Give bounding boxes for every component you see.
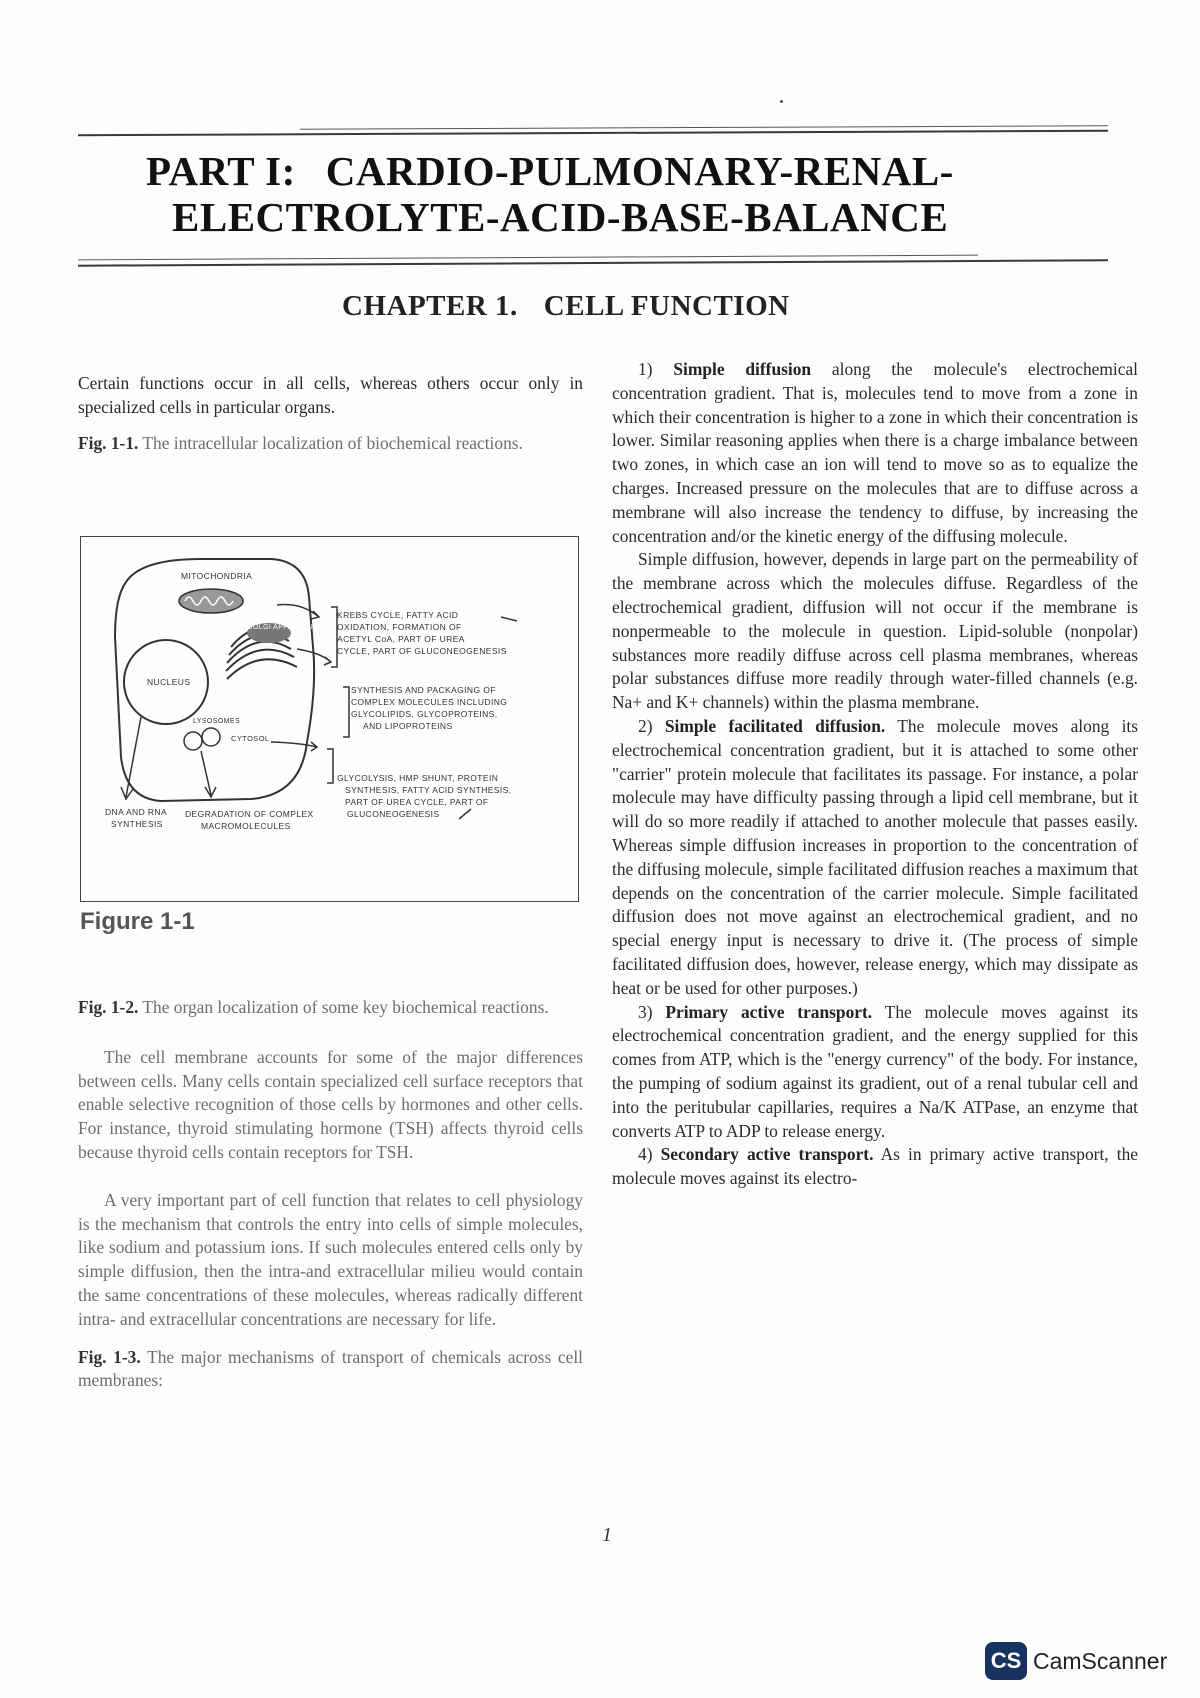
primary-active-transport-paragraph [612,1001,1138,1144]
chapter-name: CELL FUNCTION [543,290,790,322]
degradation-label-2: MACROMOLECULES [201,821,291,831]
simple-diffusion-term: Simple diffusion [652,359,812,379]
camscanner-watermark [985,1642,1167,1680]
part-title-line1: CARDIO-PULMONARY-RENAL- [325,148,954,194]
simple-diffusion-text: along the molecule's electrochemical concentration gradient. That is, molecules tend to move from a zone in which their concentration is higher to a zone in which their concentration is lower. Similar reasoning applies when there is a charge imbalance between two zones, in which case an ion will tend to move so as to equalize the charges. Increased pressure on the molecules that are to diffuse across a membrane will also increase the tendency to diffuse, by increasing the concentration and/or the kinetic energy of the diffusing molecule. [612,359,1138,546]
fig-1-2-label: Fig. 1-2. [78,997,139,1017]
transport-intro-paragraph: A very important part of cell function that relates to cell physiology is the mechanism that controls the entry into cells of simple molecules, like sodium and potassium ions. If such molecules entered cells only by simple diffusion, then the intra-and extracellular milieu would contain the same concentrations of these molecules, whereas radically different intra- and extracellular concentrations are necessary for life. [78,1189,583,1329]
golgi-label: GOLGI APPARATUS [247,624,319,631]
fig-1-1-caption [78,432,583,456]
cytosol-label: CYTOSOL [231,734,270,743]
facilitated-diffusion-paragraph [612,715,1138,1001]
fig-1-3-caption [78,1346,583,1394]
lysosome-1 [184,732,202,750]
title-rule [78,259,1108,266]
item-4-number: 4) [638,1144,653,1165]
figure-1-1-label: Figure 1-1 [80,908,195,935]
intro-paragraph: Certain functions occur in all cells, whereas others occur only in specialized cells in particular organs. [78,373,583,417]
facilitated-diffusion-term: Simple facilitated diffusion. [652,715,886,736]
top-rule [78,130,1108,136]
glycolysis-label-3: PART OF UREA CYCLE, PART OF [345,797,489,807]
fig-1-2-caption [78,996,583,1020]
krebs-label-3: ACETYL CoA, PART OF UREA [337,634,465,644]
dna-label-2: SYNTHESIS [111,819,163,829]
left-column-top [78,372,583,455]
degradation-label-1: DEGRADATION OF COMPLEX [185,809,314,819]
chapter-title [342,290,942,323]
part-title [130,148,1050,240]
item-2-number: 2) [638,715,653,736]
part-number: PART I: [146,148,296,194]
dna-label-1: DNA AND RNA [105,807,168,817]
top-rule-thin [300,125,1108,130]
scan-speck [780,100,783,103]
cell-membrane-paragraph: The cell membrane accounts for some of the major differences between cells. Many cells contain specialized cell surface receptors that enable selective recognition of those cells by hormones and other cells. For instance, thyroid stimulating hormone (TSH) affects thyroid cells because thyroid cells contain receptors for TSH. [78,1046,583,1162]
facilitated-diffusion-text: The molecule moves along its electrochemical concentration gradient, but it is attached to some other "carrier" protein molecule that facilitates its passage. For instance, a polar molecule may have difficulty passing through a lipid cell membrane, but it will do so more readily if attached to another molecule that passes easily. Whereas simple diffusion increases in proportion to the concentration of the diffusing molecule, simple facilitated diffusion reaches a maximum that depends on the concentration of the carrier molecule. Simple facilitated diffusion does not move against an electrochemical gradient, and no special energy input is necessary to drive it. (The process of simple facilitated diffusion does, however, release energy, which may dissipate as heat or be used for other purposes.) [612,715,1138,998]
secondary-active-transport-text: As in primary active transport, the molecule moves against its electro- [612,1144,1138,1189]
krebs-label-2: OXIDATION, FORMATION OF [337,622,462,632]
synthesis-label-4: AND LIPOPROTEINS [363,721,453,731]
title-rule-thin [78,255,978,261]
glycolysis-label-1: GLYCOLYSIS, HMP SHUNT, PROTEIN [337,773,499,783]
fig-1-1-label: Fig. 1-1. [78,432,139,453]
nucleus-label: NUCLEUS [147,677,191,687]
primary-active-transport-text: The molecule moves against its electrochemical concentration gradient, and the energy supplied for this comes from ATP, which is the "energy currency" of the body. For instance, the pumping of sodium against its gradient, out of a renal tubular cell and into the peritubular capillaries, requires a Na/K ATPase, an enzyme that converts ATP to ADP to release energy. [612,1001,1139,1141]
mitochondrion-1 [179,589,243,613]
item-3-number: 3) [638,1001,653,1022]
camscanner-name: CamScanner [1033,1647,1168,1674]
figure-1-1-diagram [80,536,579,902]
left-column-bottom [78,996,583,1393]
fig-1-2-text: The organ localization of some key biochemical reactions. [138,997,549,1017]
page-number: 1 [602,1524,612,1546]
fig-1-3-text: The major mechanisms of transport of chemicals across cell membranes: [78,1346,584,1391]
fig-1-3-label: Fig. 1-3. [78,1346,141,1367]
glycolysis-label-2: SYNTHESIS, FATTY ACID SYNTHESIS, [345,785,512,795]
synthesis-label-2: COMPLEX MOLECULES INCLUDING [351,697,508,707]
krebs-label-4: CYCLE, PART OF GLUCONEOGENESIS [337,646,507,656]
simple-diffusion-paragraph [612,358,1138,548]
krebs-label-1: KREBS CYCLE, FATTY ACID [337,610,459,620]
right-column [612,358,1138,1191]
chapter-number: CHAPTER 1. [342,290,518,322]
lysosomes-label: LYSOSOMES [193,718,241,725]
glycolysis-label-4: GLUCONEOGENESIS [347,809,440,819]
synthesis-label-1: SYNTHESIS AND PACKAGING OF [351,685,496,695]
permeability-paragraph: Simple diffusion, however, depends in large part on the permeability of the membrane across which the molecules diffuse. Regardless of the electrochemical gradient, diffusion will not occur if the membrane is nonpermeable to the molecule in question. Lipid-soluble (nonpolar) substances more readily diffuse across cell plasma membranes, whereas polar substances diffuse more readily through water-filled channels (e.g. Na+ and K+ channels) within the plasma membrane. [612,549,1138,713]
secondary-active-transport-term: Secondary active transport. [652,1144,874,1165]
part-title-line2: ELECTROLYTE-ACID-BASE-BALANCE [172,194,949,240]
item-1-number: 1) [638,359,653,379]
cell-diagram-svg [81,537,578,901]
mitochondria-label: MITOCHONDRIA [181,571,253,581]
synthesis-label-3: GLYCOLIPIDS, GLYCOPROTEINS, [351,709,498,719]
primary-active-transport-term: Primary active transport. [652,1001,873,1022]
lysosome-2 [202,728,220,746]
secondary-active-transport-paragraph [612,1143,1138,1191]
fig-1-1-text: The intracellular localization of biochemical reactions. [138,432,523,453]
camscanner-logo-icon: CS [985,1642,1027,1680]
